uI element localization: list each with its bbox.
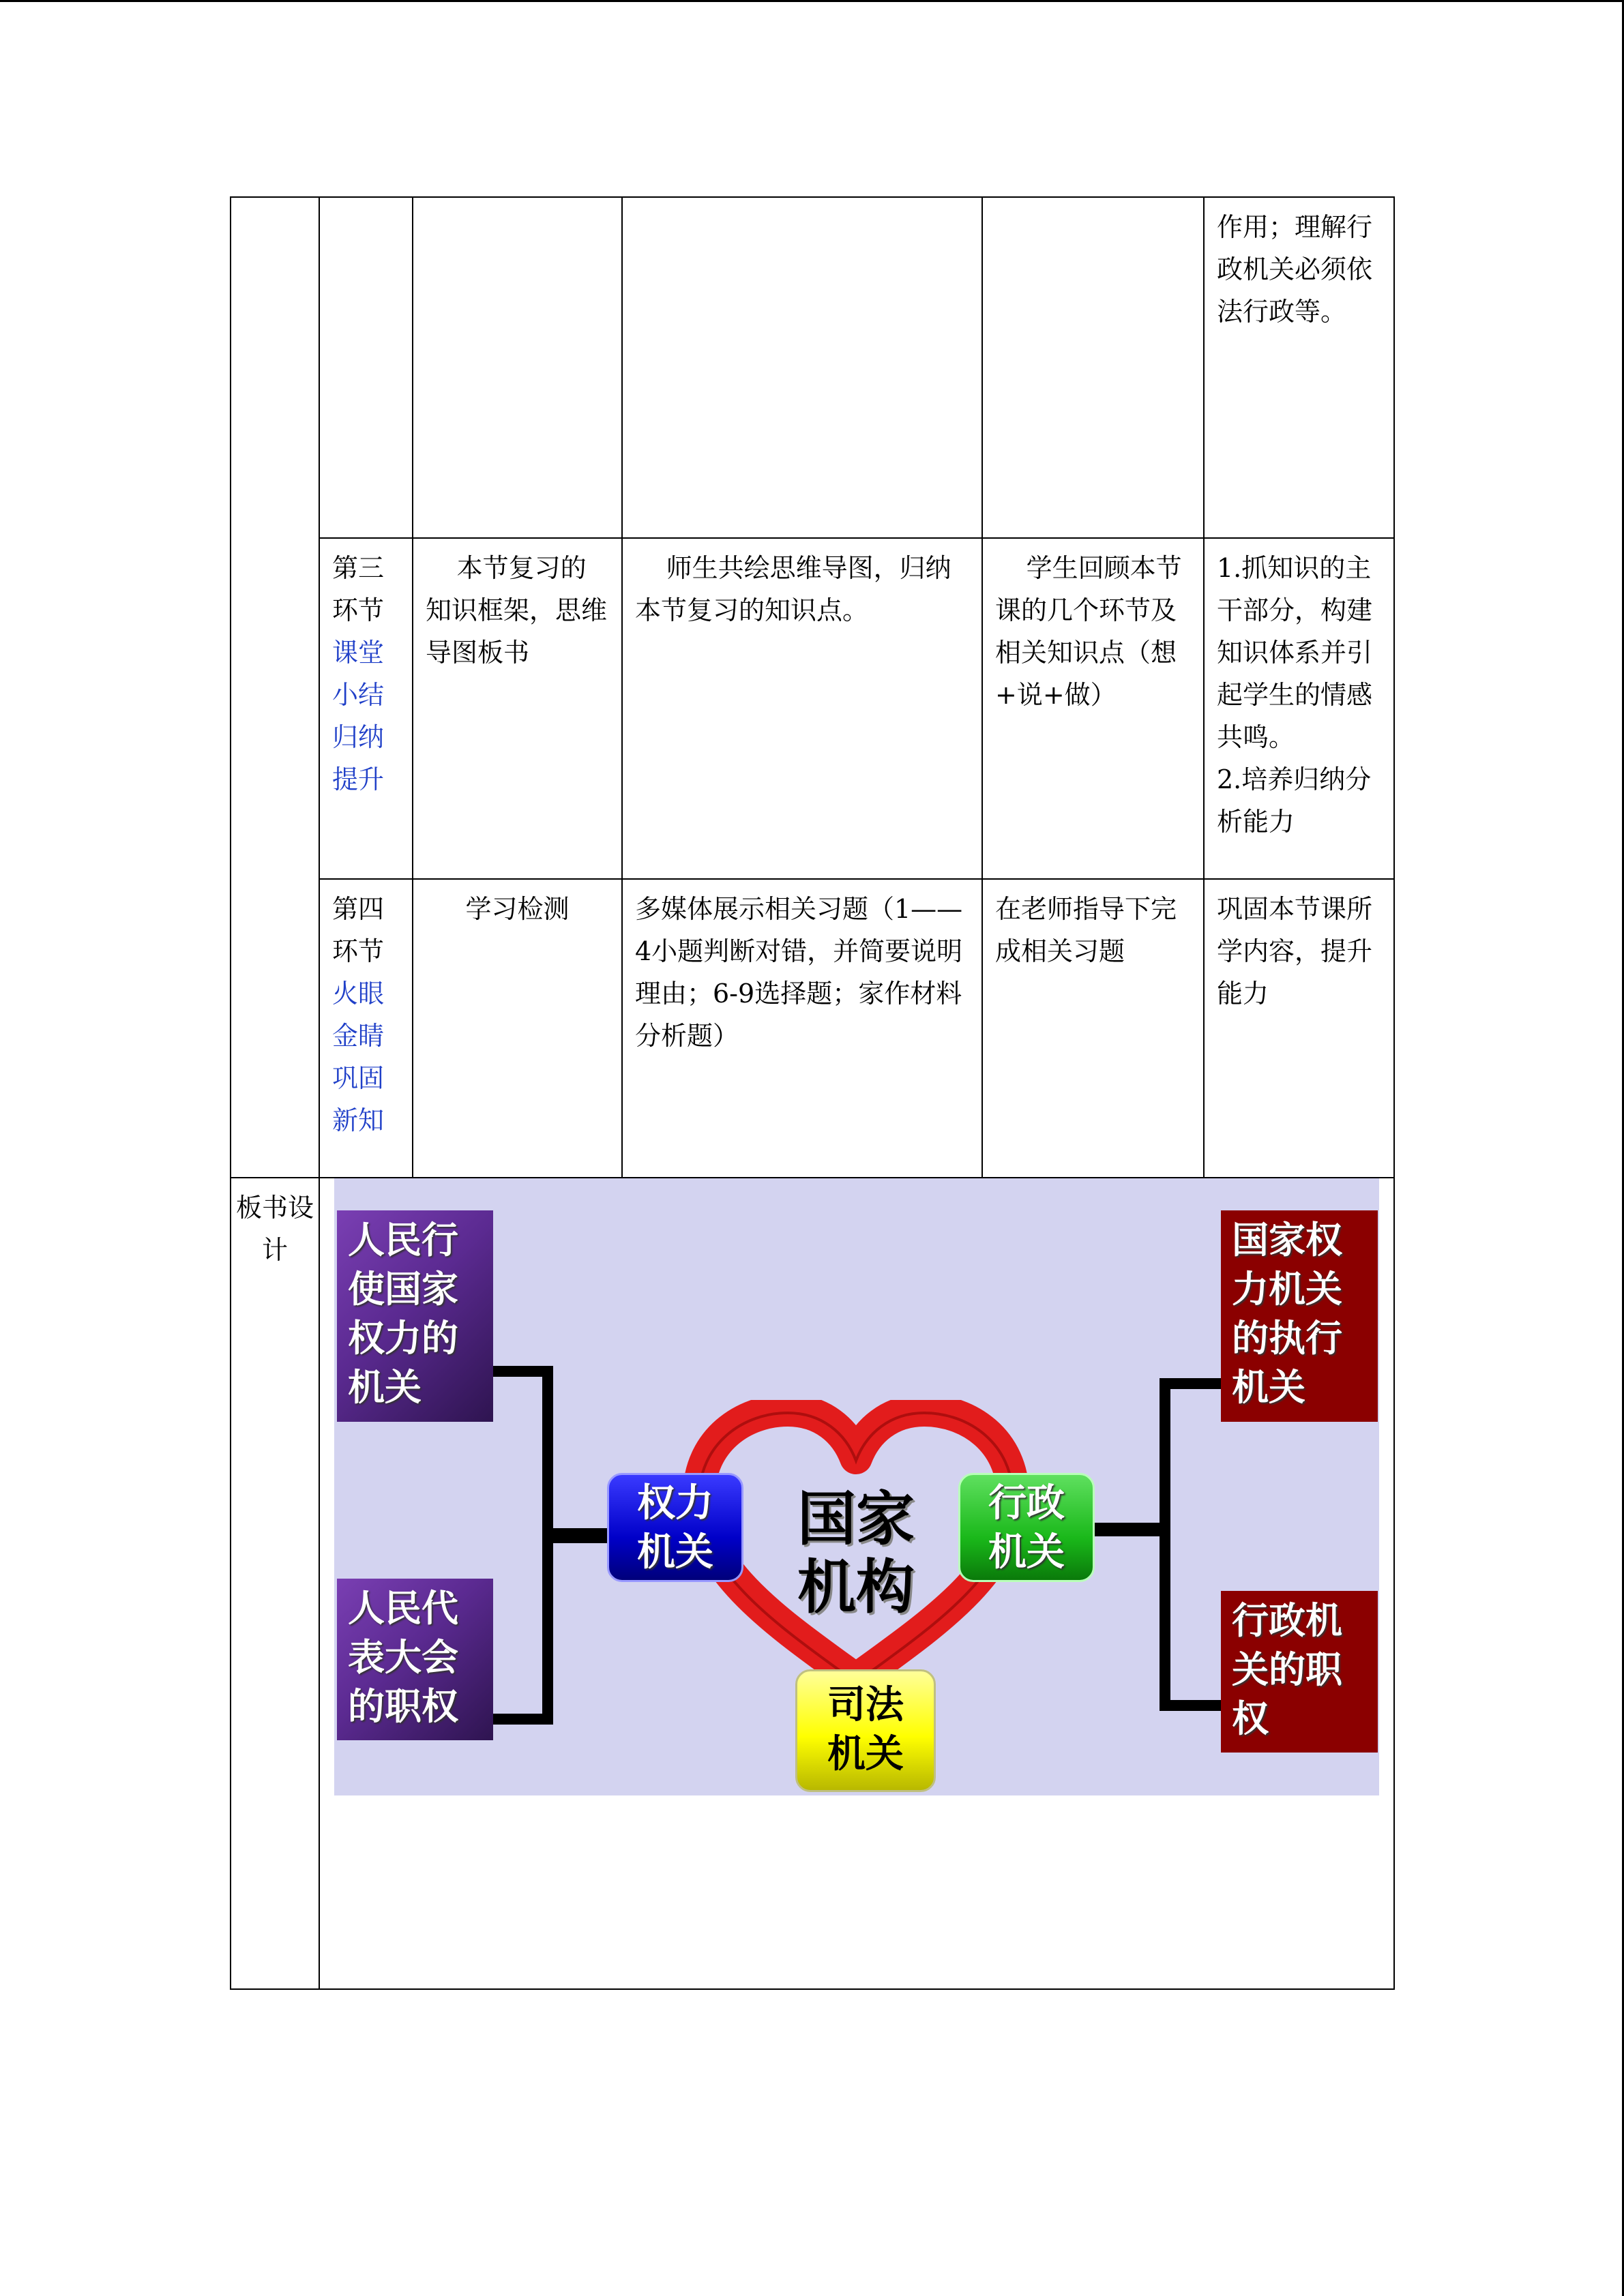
pill-power-organ: 权力机关	[607, 1473, 743, 1582]
step-name: 课堂小结归纳提升	[332, 638, 385, 794]
cell-purpose	[1204, 879, 1394, 1178]
board-label: 板书设计	[235, 1193, 314, 1265]
cell-student	[982, 538, 1204, 879]
mind-map-diagram	[334, 1178, 1379, 1795]
teacher-text: 多媒体展示相关习题（1——4小题判断对错，并简要说明理由；6-9选择题；家作材料分析题）	[635, 894, 963, 1051]
cell-teacher	[622, 879, 982, 1178]
connector-left-mid	[542, 1528, 609, 1543]
teacher-text: 师生共绘思维导图，归纳本节复习的知识点。	[635, 553, 951, 625]
cell-empty	[622, 197, 982, 538]
step-label: 第三环节	[332, 553, 385, 625]
student-text: 学生回顾本节课的几个环节及相关知识点（想+说+做）	[995, 553, 1182, 710]
cell-board-diagram	[319, 1178, 1394, 1989]
connector-right-bottom	[1160, 1700, 1222, 1711]
cell-step	[319, 879, 413, 1178]
connector-right-mid	[1095, 1523, 1170, 1536]
step-label: 第四环节	[332, 894, 385, 966]
pill-judicial-organ: 司法机关	[795, 1669, 936, 1792]
box-right-top: 国家权力机关的执行机关	[1221, 1210, 1378, 1422]
table-row-board	[231, 1178, 1394, 1989]
cell-content	[413, 538, 622, 879]
purpose-text: 作用；理解行政机关必须依法行政等。	[1217, 212, 1373, 327]
box-left-bottom: 人民代表大会的职权	[337, 1579, 493, 1740]
table-row-section4	[231, 879, 1394, 1178]
cell-board-label	[231, 1178, 319, 1989]
cell-empty	[319, 197, 413, 538]
cell-purpose-continued	[1204, 197, 1394, 538]
content-text: 本节复习的知识框架，思维导图板书	[426, 553, 608, 668]
cell-teacher	[622, 538, 982, 879]
content-text: 学习检测	[465, 894, 570, 924]
pill-admin-organ: 行政机关	[958, 1473, 1095, 1582]
center-title: 国家机构	[797, 1485, 915, 1622]
step-name: 火眼金睛巩固新知	[332, 979, 385, 1135]
purpose-text: 巩固本节课所学内容，提升能力	[1217, 894, 1373, 1009]
cell-student	[982, 879, 1204, 1178]
table-row-continuation	[231, 197, 1394, 538]
connector-left-bottom	[493, 1714, 553, 1725]
page-top-border	[0, 0, 1624, 2]
cell-content	[413, 879, 622, 1178]
box-left-top: 人民行使国家权力的机关	[337, 1210, 493, 1422]
merged-left-cell	[231, 197, 319, 1178]
cell-empty	[982, 197, 1204, 538]
connector-right-vertical	[1160, 1378, 1170, 1711]
purpose-text-2: 2.培养归纳分析能力	[1217, 764, 1372, 837]
cell-step	[319, 538, 413, 879]
student-text: 在老师指导下完成相关习题	[995, 894, 1177, 966]
connector-left-vertical	[542, 1366, 553, 1725]
table-row-section3	[231, 538, 1394, 879]
purpose-text-1: 1.抓知识的主干部分，构建知识体系并引起学生的情感共鸣。	[1217, 553, 1373, 752]
box-right-bottom: 行政机关的职权	[1221, 1591, 1378, 1753]
lesson-plan-table	[230, 196, 1395, 1990]
cell-purpose	[1204, 538, 1394, 879]
cell-empty	[413, 197, 622, 538]
